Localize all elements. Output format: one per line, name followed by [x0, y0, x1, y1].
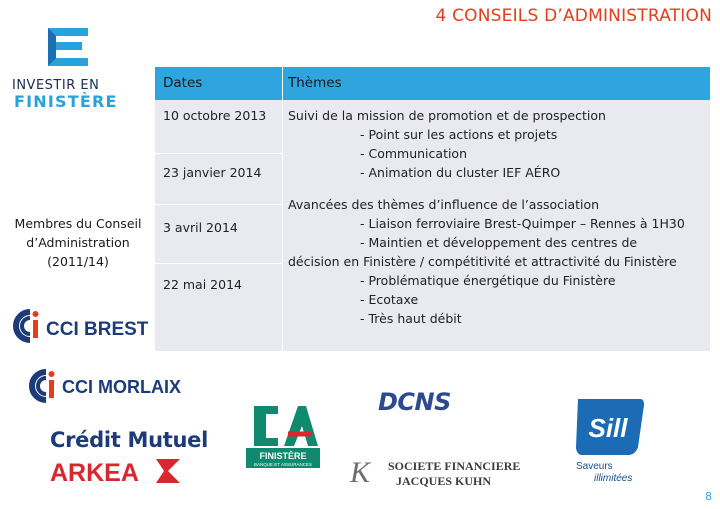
svg-text:ARKEA: ARKEA — [50, 459, 139, 487]
investir-en-finistere-logo-icon — [42, 24, 92, 70]
theme-item: - Maintien et développement des centres de — [360, 235, 638, 250]
column-header-themes: Thèmes — [288, 75, 342, 91]
theme-item: - Problématique énergétique du Finistère — [360, 273, 616, 288]
row-divider — [155, 153, 282, 154]
cci-logo-icon — [24, 366, 184, 406]
date-cell: 23 janvier 2014 — [163, 165, 262, 180]
row-divider — [155, 204, 282, 205]
sill-logo-icon — [570, 395, 650, 487]
svg-text:Sill: Sill — [588, 413, 628, 443]
arkea-logo — [50, 455, 190, 491]
theme-item-continuation: décision en Finistère / compétitivité et attractivité du Finistère — [288, 254, 677, 269]
theme-intro: Avancées des thèmes d’influence de l’association — [288, 197, 600, 212]
column-header-dates: Dates — [163, 75, 203, 91]
svg-text:illimitées: illimitées — [594, 473, 633, 484]
theme-item: - Très haut débit — [360, 311, 462, 326]
sill-logo — [570, 395, 650, 491]
svg-text:CCI BREST: CCI BREST — [46, 319, 149, 340]
ief-logo-line2: FINISTÈRE — [14, 92, 118, 111]
svg-text:SOCIETE FINANCIERE: SOCIETE FINANCIERE — [388, 459, 521, 473]
page-number: 8 — [705, 490, 712, 503]
credit-agricole-icon — [244, 398, 322, 472]
date-cell: 10 octobre 2013 — [163, 108, 267, 123]
arkea-logo-icon — [50, 455, 190, 487]
svg-text:CCI MORLAIX: CCI MORLAIX — [62, 377, 181, 397]
svg-text:K: K — [350, 456, 371, 489]
theme-block-1 — [288, 106, 606, 182]
table-header — [155, 67, 710, 100]
ief-logo-line1: INVESTIR EN — [12, 78, 100, 93]
cci-morlaix-logo — [24, 366, 184, 410]
theme-item: - Point sur les actions et projets — [360, 127, 558, 142]
credit-mutuel-logo-text: Crédit Mutuel — [50, 428, 208, 452]
date-cell: 3 avril 2014 — [163, 220, 238, 235]
svg-text:JACQUES KUHN: JACQUES KUHN — [396, 474, 492, 488]
theme-intro: Suivi de la mission de promotion et de prospection — [288, 108, 606, 123]
theme-item: - Liaison ferroviaire Brest-Quimper – Rennes à 1H30 — [360, 216, 685, 231]
cci-brest-logo — [8, 306, 149, 350]
date-cell: 22 mai 2014 — [163, 277, 242, 292]
column-divider — [282, 67, 283, 351]
kuhn-logo-icon — [348, 452, 544, 492]
svg-text:FINISTÈRE: FINISTÈRE — [259, 451, 307, 461]
board-meetings-table — [155, 67, 710, 351]
cci-logo-icon — [8, 306, 149, 346]
svg-text:Saveurs: Saveurs — [576, 461, 613, 472]
credit-agricole-logo — [244, 398, 322, 472]
row-divider — [155, 263, 282, 264]
svg-text:BANQUE ET ASSURANCES: BANQUE ET ASSURANCES — [254, 462, 312, 467]
theme-block-2 — [288, 195, 685, 328]
board-members-label: Membres du Conseil d’Administration (2011/14) — [14, 216, 142, 269]
theme-item: - Animation du cluster IEF AÉRO — [360, 165, 561, 180]
theme-item: - Communication — [360, 146, 468, 161]
jacques-kuhn-logo — [348, 452, 544, 496]
theme-item: - Ecotaxe — [360, 292, 419, 307]
page-title: 4 CONSEILS D’ADMINISTRATION — [435, 6, 712, 26]
dcns-logo-text: DCNS — [378, 388, 451, 416]
